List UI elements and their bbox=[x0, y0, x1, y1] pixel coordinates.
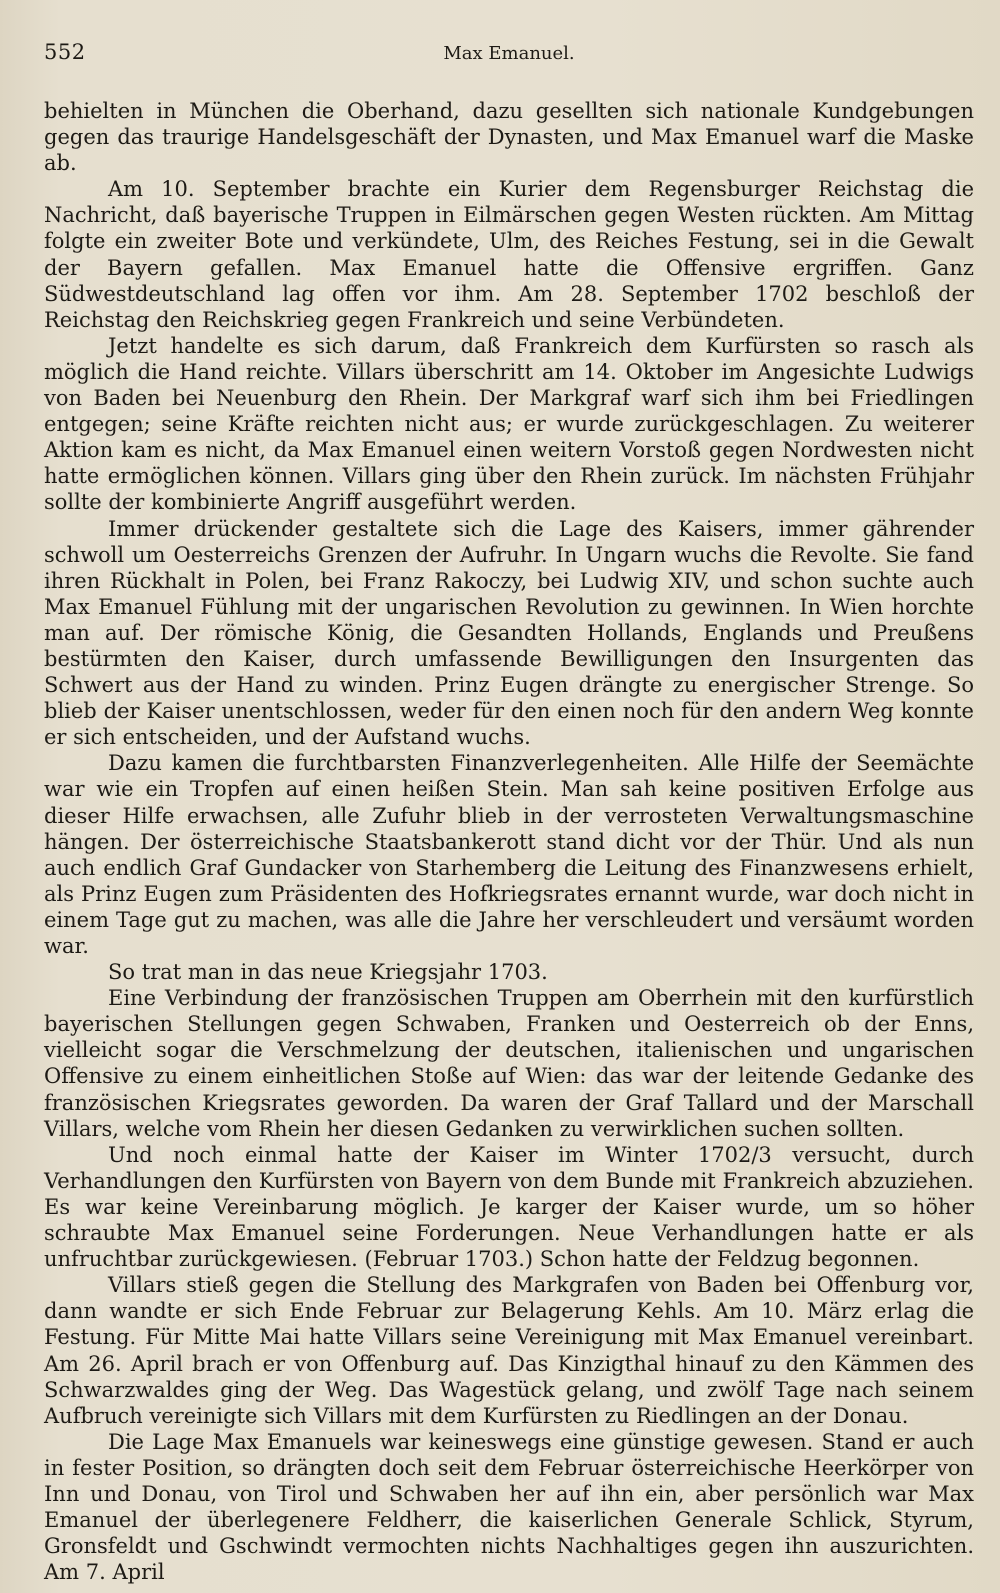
paragraph-8: Und noch einmal hatte der Kaiser im Winter 1702/3 versucht, durch Verhandlungen den Kurfürsten von Bayern von dem Bunde mit Frankreich abzuziehen. Es war keine Vereinbarung möglich. Je karger der Kaiser wurde, um so höher schraubte Max Emanuel seine Forderungen. Neue Verhandlungen hatte er als unfruchtbar zurückgewiesen. (Februar 1703.) Schon hatte der Feldzug begonnen. bbox=[44, 1142, 974, 1272]
paragraph-7: Eine Verbindung der französischen Truppen am Oberrhein mit den kurfürstlich bayerischen Stellungen gegen Schwaben, Franken und Oesterreich ob der Enns, vielleicht sogar die Verschmelzung der deutschen, italienischen und ungarischen Offensive zu einem einheitlichen Stoße auf Wien: das war der leitende Gedanke des französischen Kriegsrates geworden. Da waren der Graf Tallard und der Marschall Villars, welche vom Rhein her diesen Gedanken zu verwirklichen suchen sollten. bbox=[44, 986, 974, 1141]
page-number: 552 bbox=[44, 40, 86, 64]
page-header bbox=[44, 40, 974, 80]
paragraph-5: Dazu kamen die furchtbarsten Finanzverlegenheiten. Alle Hilfe der Seemächte war wie ein Tropfen auf einen heißen Stein. Man sah keine positiven Erfolge aus dieser Hilfe erwachsen, alle Zufuhr blieb in der verrosteten Verwaltungsmaschine hängen. Der österreichische Staatsbankerott stand dicht vor der Thür. Und als nun auch endlich Graf Gundacker von Starhemberg die Leitung des Finanzwesens erhielt, als Prinz Eugen zum Präsidenten des Hofkriegsrates ernannt wurde, war doch nicht in einem Tage gut zu machen, was alle die Jahre her verschleudert und versäumt worden war. bbox=[44, 751, 974, 958]
paragraph-4: Immer drückender gestaltete sich die Lage des Kaisers, immer gährender schwoll um Oesterreichs Grenzen der Aufruhr. In Ungarn wuchs die Revolte. Sie fand ihren Rückhalt in Polen, bei Franz Rakoczy, bei Ludwig XIV, und schon suchte auch Max Emanuel Fühlung mit der ungarischen Revolution zu gewinnen. In Wien horchte man auf. Der römische König, die Gesandten Hollands, Englands und Preußens bestürmten den Kaiser, durch umfassende Bewilligungen den Insurgenten das Schwert aus der Hand zu winden. Prinz Eugen drängte zu energischer Strenge. So blieb der Kaiser unentschlossen, weder für den einen noch für den andern Weg konnte er sich entscheiden, und der Aufstand wuchs. bbox=[44, 516, 974, 750]
paragraph-2: Am 10. September brachte ein Kurier dem Regensburger Reichstag die Nachricht, daß bayerische Truppen in Eilmärschen gegen Westen rückten. Am Mittag folgte ein zweiter Bote und verkündete, Ulm, des Reiches Festung, sei in die Gewalt der Bayern gefallen. Max Emanuel hatte die Offensive ergriffen. Ganz Südwestdeutschland lag offen vor ihm. Am 28. September 1702 beschloß der Reichstag den Reichskrieg gegen Frankreich und seine Verbündeten. bbox=[44, 177, 974, 332]
paragraph-3: Jetzt handelte es sich darum, daß Frankreich dem Kurfürsten so rasch als möglich die Hand reichte. Villars überschritt am 14. Oktober im Angesichte Ludwigs von Baden bei Neuenburg den Rhein. Der Markgraf warf sich ihm bei Friedlingen entgegen; seine Kräfte reichten nicht aus; er wurde zurückgeschlagen. Zu weiterer Aktion kam es nicht, da Max Emanuel einen weitern Vorstoß gegen Nordwesten nicht hatte ermöglichen können. Villars ging über den Rhein zurück. Im nächsten Frühjahr sollte der kombinierte Angriff ausgeführt werden. bbox=[44, 333, 974, 515]
body-text bbox=[44, 98, 974, 1585]
running-title: Max Emanuel. bbox=[443, 43, 575, 64]
paragraph-6: So trat man in das neue Kriegsjahr 1703. bbox=[108, 960, 548, 985]
paragraph-10: Die Lage Max Emanuels war keineswegs eine günstige gewesen. Stand er auch in fester Position, so drängten doch seit dem Februar österreichische Heerkörper von Inn und Donau, von Tirol und Schwaben her auf ihn ein, aber persönlich war Max Emanuel der überlegenere Feldherr, die kaiserlichen Generale Schlick, Styrum, Gronsfeldt und Gschwindt vermochten nichts Nachhaltiges gegen ihn auszurichten. Am 7. April bbox=[44, 1429, 974, 1585]
paragraph-9: Villars stieß gegen die Stellung des Markgrafen von Baden bei Offenburg vor, dann wandte er sich Ende Februar zur Belagerung Kehls. Am 10. März erlag die Festung. Für Mitte Mai hatte Villars seine Vereinigung mit Max Emanuel vereinbart. Am 26. April brach er von Offenburg auf. Das Kinzigthal hinauf zu den Kämmen des Schwarzwaldes ging der Weg. Das Wagestück gelang, und zwölf Tage nach seinem Aufbruch vereinigte sich Villars mit dem Kurfürsten zu Riedlingen an der Donau. bbox=[44, 1273, 974, 1428]
paragraph-1: behielten in München die Oberhand, dazu gesellten sich nationale Kundgebungen gegen das traurige Handelsgeschäft der Dynasten, und Max Emanuel warf die Maske ab. bbox=[44, 99, 974, 176]
